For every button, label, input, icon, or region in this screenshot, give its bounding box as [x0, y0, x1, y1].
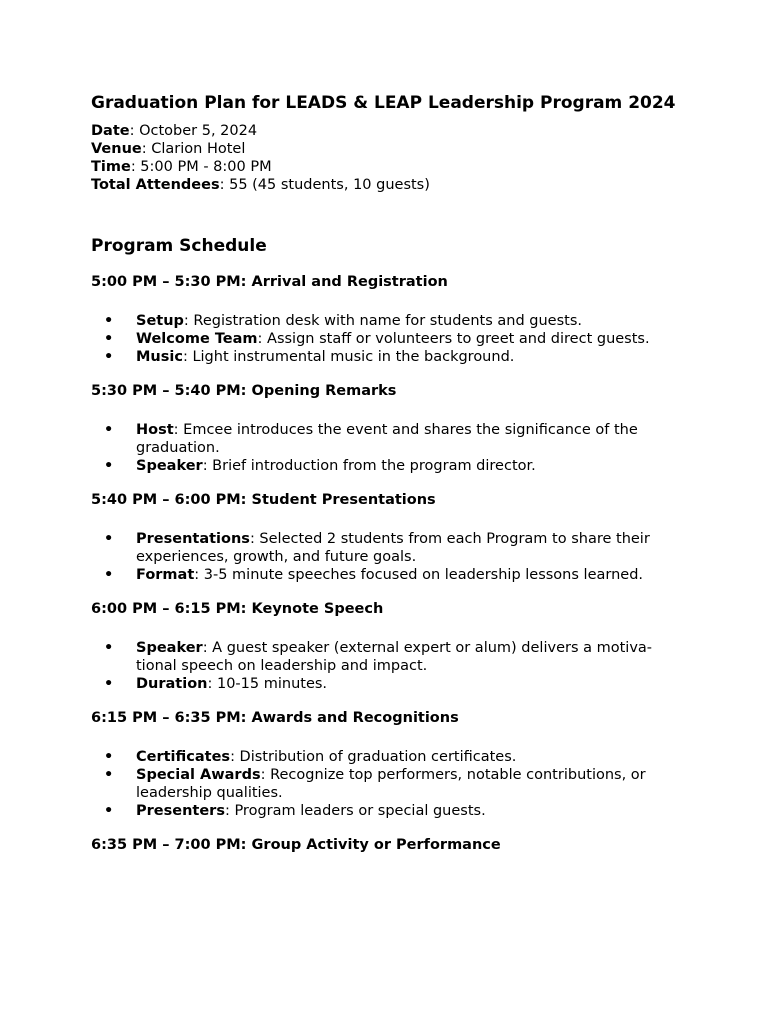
document-title: Graduation Plan for LEADS & LEAP Leadership Program 2024 [91, 93, 676, 113]
detail-attendees [91, 176, 691, 194]
bullet-icon: • [104, 349, 114, 365]
section-list [91, 421, 691, 475]
section-list [91, 748, 691, 820]
detail-value: : Clarion Hotel [141, 141, 246, 157]
event-details [91, 122, 691, 194]
item-text: : Distribution of graduation certificates. [230, 749, 517, 765]
section-title: 6:35 PM – 7:00 PM: Group Activity or Performance [91, 837, 501, 853]
item-label: Special Awards [136, 767, 261, 783]
item-text: : Emcee introduces the event and shares the significance of the graduation. [136, 422, 638, 456]
bullet-icon: • [104, 749, 114, 765]
bullet-icon: • [104, 313, 114, 329]
list-item [91, 766, 691, 802]
detail-label: Total Attendees [91, 177, 220, 193]
item-label: Presenters [136, 803, 225, 819]
schedule-section [91, 491, 691, 584]
detail-label: Venue [91, 141, 142, 157]
item-text: : 3-5 minute speeches focused on leadership lessons learned. [194, 567, 644, 583]
item-text: : Selected 2 students from each Program to share their experiences, growth, and future goals. [136, 531, 650, 565]
item-text: : Assign staff or volunteers to greet and direct guests. [257, 331, 650, 347]
document-content [91, 92, 691, 854]
schedule-section [91, 382, 691, 475]
section-list [91, 530, 691, 584]
schedule-section [91, 709, 691, 820]
list-item [91, 748, 691, 766]
item-label: Host [136, 422, 174, 438]
bullet-icon: • [104, 422, 114, 438]
list-item [91, 312, 691, 330]
item-label: Setup [136, 313, 184, 329]
item-text: : Light instrumental music in the background. [182, 349, 515, 365]
list-item [91, 566, 691, 584]
detail-venue [91, 140, 691, 158]
item-label: Speaker [136, 458, 203, 474]
item-label: Speaker [136, 640, 203, 656]
bullet-icon: • [104, 803, 114, 819]
schedule-heading: Program Schedule [91, 236, 267, 256]
item-label: Welcome Team [136, 331, 258, 347]
list-item [91, 639, 691, 675]
schedule-section [91, 600, 691, 693]
list-item [91, 457, 691, 475]
list-item [91, 348, 691, 366]
list-item [91, 421, 691, 457]
detail-value: : 5:00 PM - 8:00 PM [130, 159, 272, 175]
bullet-icon: • [104, 676, 114, 692]
detail-date [91, 122, 691, 140]
section-list [91, 312, 691, 366]
item-text: : A guest speaker (external expert or alum) delivers a motiva-tional speech on leadership and impact. [136, 640, 653, 674]
detail-time [91, 158, 691, 176]
item-label: Duration [136, 676, 208, 692]
bullet-icon: • [104, 640, 114, 656]
section-title: 5:30 PM – 5:40 PM: Opening Remarks [91, 383, 397, 399]
item-text: : 10-15 minutes. [207, 676, 328, 692]
section-list [91, 639, 691, 693]
schedule-sections [91, 273, 691, 854]
list-item [91, 802, 691, 820]
bullet-icon: • [104, 458, 114, 474]
bullet-icon: • [104, 567, 114, 583]
item-label: Music [136, 349, 183, 365]
section-title: 6:15 PM – 6:35 PM: Awards and Recognitions [91, 710, 459, 726]
bullet-icon: • [104, 767, 114, 783]
item-text: : Registration desk with name for students and guests. [183, 313, 582, 329]
detail-value: : 55 (45 students, 10 guests) [219, 177, 430, 193]
item-label: Certificates [136, 749, 231, 765]
item-text: : Recognize top performers, notable contributions, or leadership qualities. [136, 767, 646, 801]
item-text: : Program leaders or special guests. [224, 803, 486, 819]
item-label: Format [136, 567, 195, 583]
schedule-section [91, 273, 691, 366]
bullet-icon: • [104, 331, 114, 347]
list-item [91, 530, 691, 566]
list-item [91, 675, 691, 693]
section-title: 5:40 PM – 6:00 PM: Student Presentations [91, 492, 436, 508]
detail-value: : October 5, 2024 [129, 123, 258, 139]
item-label: Presentations [136, 531, 250, 547]
bullet-icon: • [104, 531, 114, 547]
detail-label: Time [91, 159, 131, 175]
schedule-section [91, 836, 691, 854]
list-item [91, 330, 691, 348]
section-title: 5:00 PM – 5:30 PM: Arrival and Registration [91, 274, 448, 290]
item-text: : Brief introduction from the program director. [202, 458, 536, 474]
section-title: 6:00 PM – 6:15 PM: Keynote Speech [91, 601, 384, 617]
detail-label: Date [91, 123, 130, 139]
